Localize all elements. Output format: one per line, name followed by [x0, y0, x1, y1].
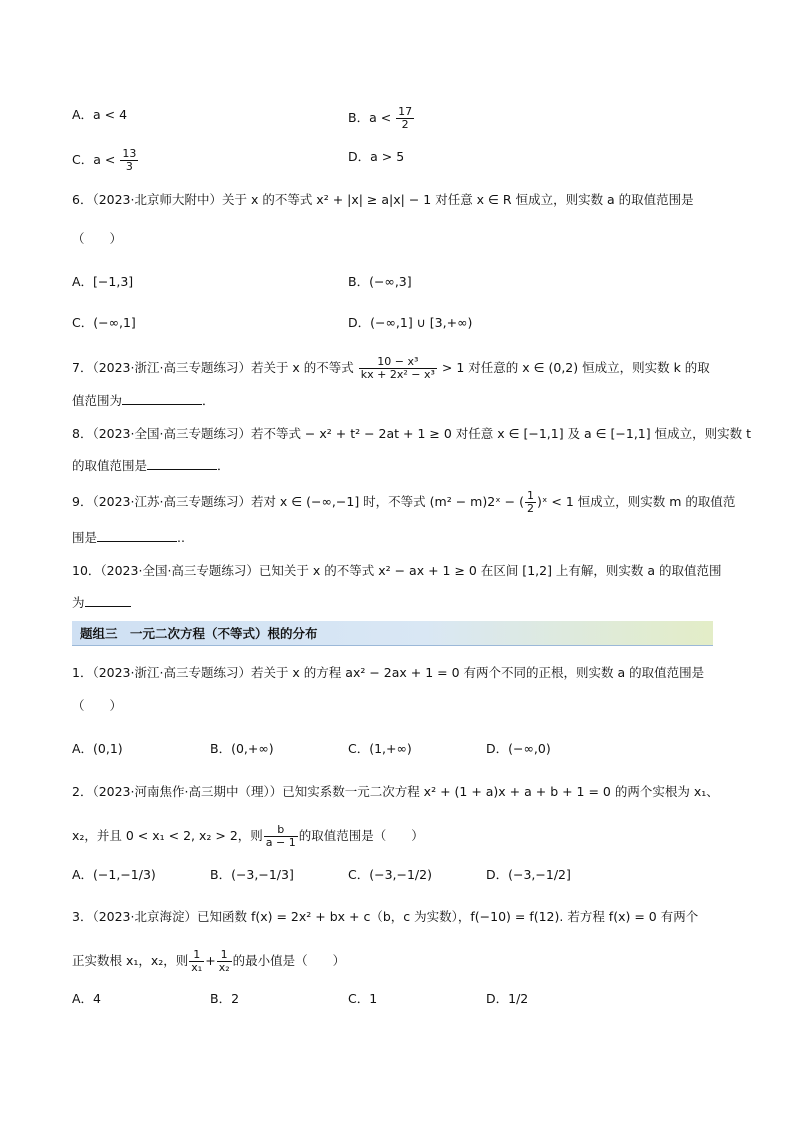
question-text: 9．（2023·江苏·高三专题练习）若对 x ∈ (−∞,−1] 时，不等式 (m² − m)2ˣ − ( [72, 494, 524, 509]
option-d: D．a > 5 [348, 149, 405, 164]
period: ． [217, 458, 230, 473]
question-8: 8．（2023·全国·高三专题练习）若不等式 − x² + t² − 2at + 1 ≥ 0 对任意 x ∈ [−1,1] 及 a ∈ [−1,1] 恒成立，则实数 t [72, 426, 751, 441]
option-a: A．(0,1) [72, 741, 123, 756]
answer-paren: （ ） [72, 698, 123, 713]
option-d: D．(−∞,0) [486, 741, 551, 756]
fraction [359, 356, 437, 381]
section-question-2: 2．（2023·河南焦作·高三期中（理））已知实系数一元二次方程 x² + (1 + a)x + a + b + 1 = 0 的两个实根为 x₁、 [72, 784, 719, 799]
question-7-line2 [72, 392, 215, 410]
option-c: C．(1,+∞) [348, 741, 412, 756]
option-a: A．(−1,−1/3) [72, 867, 156, 882]
fraction: $\frac{1}{\text{x₂}}$ [218, 948, 230, 974]
numerator: 1 [527, 489, 534, 502]
option-d: D．(−∞,1] ∪ [3,+∞) [348, 315, 473, 330]
question-text: 正实数根 x₁，x₂，则 [72, 953, 189, 968]
section-question-3: 3．（2023·北京海淀）已知函数 f(x) = 2x² + bx + c（b，c 为实数），f(−10) = f(12). 若方程 f(x) = 0 有两个 [72, 909, 699, 924]
denominator: 2 [527, 502, 534, 515]
fraction [525, 490, 536, 515]
option-a: A．[−1,3] [72, 274, 134, 289]
numerator: b [264, 824, 298, 837]
question-text: 围是 [72, 530, 98, 545]
question-text: 7．（2023·浙江·高三专题练习）若关于 x 的不等式 [72, 360, 354, 375]
option-c-label: C．a < [72, 152, 116, 167]
option-a: A．a < 4 [72, 107, 128, 122]
option-c: C．(−3,−1/2) [348, 867, 432, 882]
question-text: x₂，并且 0 < x₁ < 2, x₂ > 2，则 [72, 828, 263, 843]
question-10: 10．（2023·全国·高三专题练习）已知关于 x 的不等式 x² − ax + 1 ≥ 0 在区间 [1,2] 上有解，则实数 a 的取值范围 [72, 563, 722, 578]
answer-blank[interactable] [97, 529, 177, 542]
section-question-3-line2: 正实数根 x₁，x₂，则 $\frac{1}{\text{x₁}}$ + $\frac{1}{\text{x₂}}$ 的最小值是（ ） [72, 948, 346, 974]
fraction [264, 824, 298, 849]
answer-blank[interactable] [122, 392, 202, 405]
question-text: 为 [72, 595, 85, 610]
denominator: kx + 2x² − x³ [360, 368, 435, 381]
section-question-1: 1．（2023·浙江·高三专题练习）若关于 x 的方程 ax² − 2ax + 1 = 0 有两个不同的正根，则实数 a 的取值范围是 [72, 665, 705, 680]
section-banner [72, 621, 713, 646]
option-c: C．1 [348, 991, 378, 1006]
question-text: 的取值范围是（ ） [298, 828, 424, 843]
denominator: a − 1 [265, 836, 296, 849]
fraction: $\frac{1}{\text{x₁}}$ [191, 948, 203, 974]
denominator: 2 [401, 118, 409, 131]
question-8-line2 [72, 457, 230, 475]
question-text: 的最小值是（ ） [232, 953, 346, 968]
question-9 [72, 490, 735, 515]
option-b-label: B．a < [348, 110, 392, 125]
option-b [348, 106, 415, 131]
answer-blank[interactable] [147, 457, 217, 470]
option-b: B．(0,+∞) [210, 741, 274, 756]
question-10-line2 [72, 594, 131, 612]
answer-paren: （ ） [72, 231, 123, 246]
question-6: 6．（2023·北京师大附中）关于 x 的不等式 x² + |x| ≥ a|x| − 1 对任意 x ∈ R 恒成立，则实数 a 的取值范围是 [72, 192, 694, 207]
question-text: 的取值范围是 [72, 458, 148, 473]
numerator: 17 [398, 105, 413, 118]
question-text: 值范围为 [72, 393, 123, 408]
section-question-2-line2 [72, 824, 424, 849]
fraction [396, 106, 414, 131]
question-9-line2 [72, 529, 185, 547]
section-title: 题组三 一元二次方程（不等式）根的分布 [80, 626, 318, 641]
option-d: D．(−3,−1/2] [486, 867, 571, 882]
option-c: C．(−∞,1] [72, 315, 136, 330]
numerator: 13 [122, 147, 137, 160]
question-text: )ˣ < 1 恒成立，则实数 m 的取值范 [537, 494, 736, 509]
fraction [120, 148, 138, 173]
option-d: D．1/2 [486, 991, 529, 1006]
question-text: > 1 对任意的 x ∈ (0,2) 恒成立，则实数 k 的取 [441, 360, 710, 375]
period: .. [177, 530, 185, 545]
answer-blank[interactable] [85, 594, 131, 607]
period: ． [202, 393, 215, 408]
option-b: B．(−3,−1/3] [210, 867, 294, 882]
numerator: 10 − x³ [359, 356, 437, 369]
option-b: B．(−∞,3] [348, 274, 412, 289]
option-c [72, 148, 139, 173]
denominator: 3 [125, 160, 133, 173]
option-a: A．4 [72, 991, 102, 1006]
option-b: B．2 [210, 991, 240, 1006]
question-7 [72, 356, 710, 381]
